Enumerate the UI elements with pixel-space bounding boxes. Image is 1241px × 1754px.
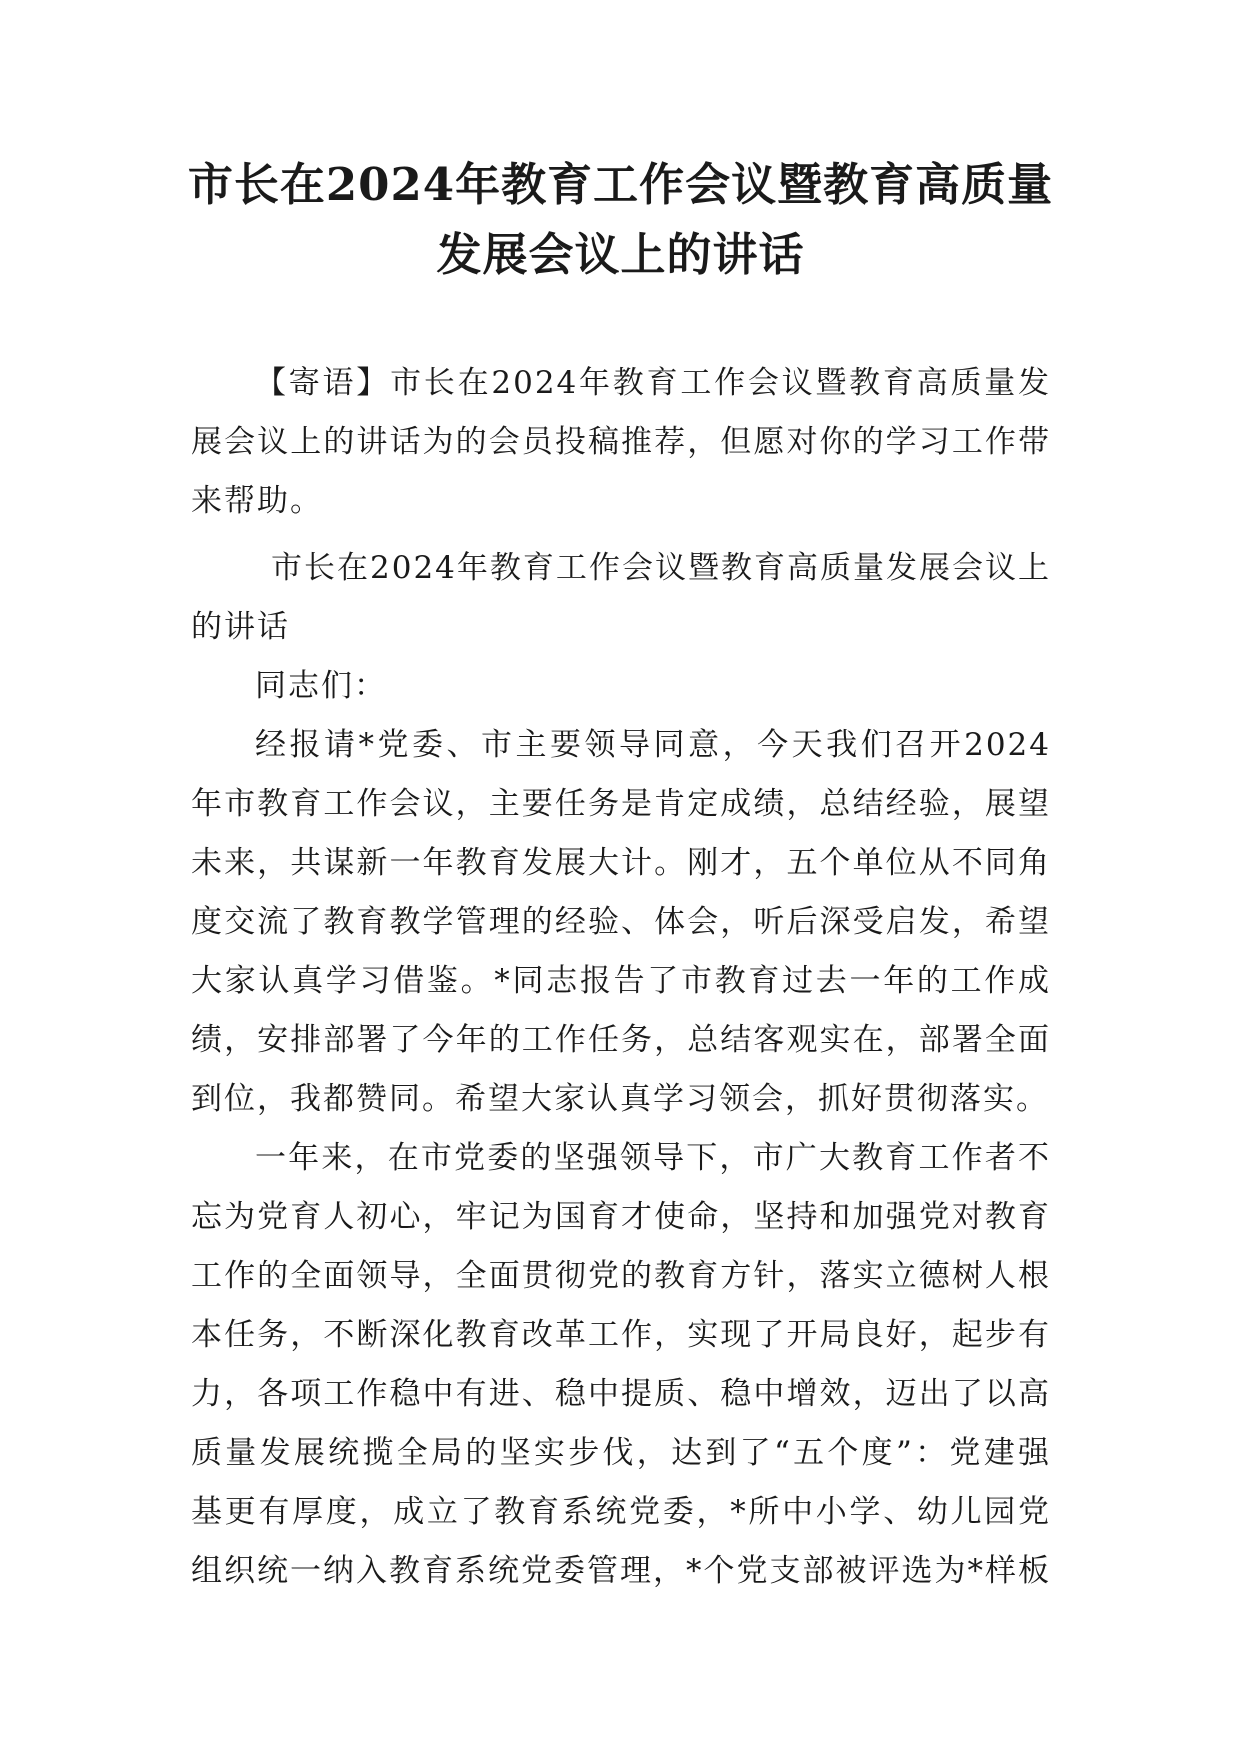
document-body <box>191 354 1051 1601</box>
foreword-paragraph: 【寄语】市长在2024年教育工作会议暨教育高质量发展会议上的讲话为的会员投稿推荐，但愿对你的学习工作带来帮助。 <box>191 365 1051 519</box>
body-paragraph-1: 经报请*党委、市主要领导同意，今天我们召开2024年市教育工作会议，主要任务是肯定成绩，总结经验，展望未来，共谋新一年教育发展大计。刚才，五个单位从不同角度交流了教育教学管理的经验、体会，听后深受启发，希望大家认真学习借鉴。*同志报告了市教育过去一年的工作成绩，安排部署了今年的工作任务，总结客观实在，部署全面到位，我都赞同。希望大家认真学习领会，抓好贯彻落实。 <box>191 727 1051 1117</box>
subtitle-paragraph: 市长在2024年教育工作会议暨教育高质量发展会议上的讲话 <box>191 550 1051 645</box>
body-paragraph-2: 一年来，在市党委的坚强领导下，市广大教育工作者不忘为党育人初心，牢记为国育才使命，坚持和加强党对教育工作的全面领导，全面贯彻党的教育方针，落实立德树人根本任务，不断深化教育改革工作，实现了开局良好，起步有力，各项工作稳中有进、稳中提质、稳中增效，迈出了以高质量发展统揽全局的坚实步伐，达到了“五个度”：党建强基更有厚度，成立了教育系统党委，*所中小学、幼儿园党组织统一纳入教育系统党委管理，*个党支部被评选为*样板 <box>191 1140 1051 1589</box>
title-line-1: 市长在2024年教育工作会议暨教育高质量 <box>187 158 1054 211</box>
title-line-2: 发展会议上的讲话 <box>436 228 805 281</box>
greeting-paragraph: 同志们： <box>255 668 387 704</box>
document-title <box>120 150 1121 290</box>
